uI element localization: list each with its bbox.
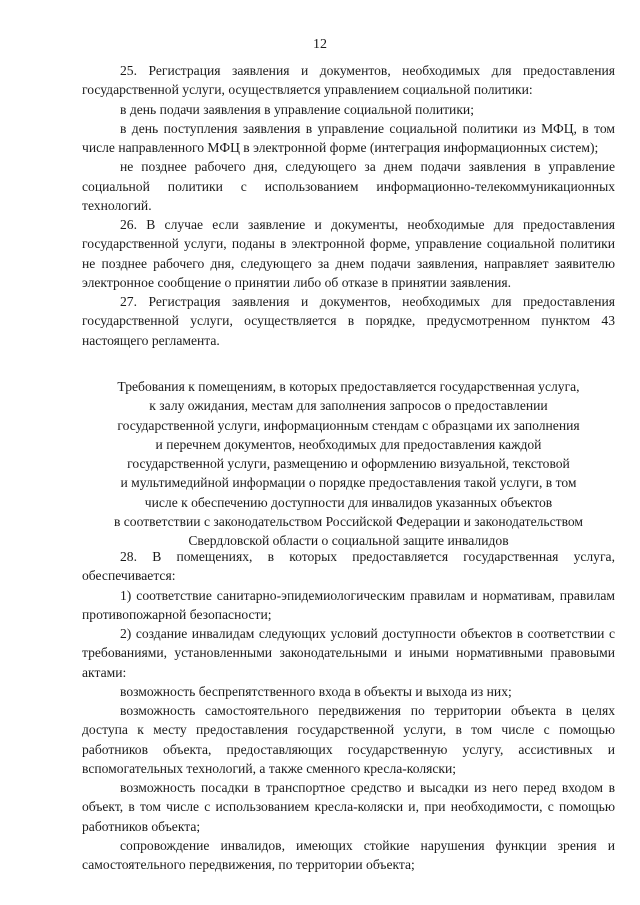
heading-line: государственной услуги, размещению и оформлению визуальной, текстовой: [127, 456, 570, 471]
heading-line: и мультимедийной информации о порядке предоставления такой услуги, в том: [120, 475, 577, 491]
heading-line: Требования к помещениям, в которых предоставляется государственная услуга,: [117, 379, 580, 394]
heading-line: к залу ожидания, местам для заполнения запросов о предоставлении: [149, 398, 548, 414]
accessibility-condition: возможность беспрепятственного входа в объекты и выхода из них;: [120, 683, 512, 699]
paragraph-25: 25. Регистрация заявления и документов, необходимых для предоставления государственной услуги, осуществляется управлением социальной политики:: [82, 63, 615, 98]
accessibility-condition: возможность посадки в транспортное средство и высадки из него перед входом в объект, в том числе с использованием кресла-коляски и, при необходимости, с помощью работников объекта;: [82, 780, 615, 834]
accessibility-condition: сопровождение инвалидов, имеющих стойкие нарушения функции зрения и самостоятельного передвижения, по территории объекта;: [82, 837, 615, 872]
accessibility-condition: возможность самостоятельного передвижения по территории объекта в целях доступа к месту предоставления государственной услуги, в том числе с помощью работников объекта, предоставляющих государственную услугу, ассистивных и вспомогательных технологий, а также сменного кресла-коляски;: [82, 703, 615, 776]
heading-line: государственной услуги, информационным стендам с образцами их заполнения: [117, 417, 580, 433]
paragraph-25-item-2: в день поступления заявления в управление социальной политики из МФЦ, в том числе направленного МФЦ в электронной форме (интеграция информационных систем);: [82, 120, 615, 155]
paragraph-25-item-3: не позднее рабочего дня, следующего за днем подачи заявления в управление социальной политики с использованием информационно-телекоммуникационных технологий.: [82, 159, 615, 213]
paragraph-28-item-1: 1) соответствие санитарно-эпидемиологическим правилам и нормативам, правилам противопожарной безопасности;: [82, 587, 615, 622]
heading-line: в соответствии с законодательством Российской Федерации и законодательством: [113, 513, 584, 529]
paragraph-25-item-1: в день подачи заявления в управление социальной политики;: [120, 101, 474, 117]
section-heading: [82, 377, 615, 550]
paragraph-28: 28. В помещениях, в которых предоставляется государственная услуга, обеспечивается:: [82, 549, 615, 584]
heading-line: числе к обеспечению доступности для инвалидов указанных объектов: [144, 494, 553, 510]
paragraph-26: 26. В случае если заявление и документы, необходимые для предоставления государственной услуги, поданы в электронной форме, управление социальной политики не позднее рабочего дня, следующего за днем подачи заявления, направляет заявителю электронное сообщение о принятии либо об отказе в принятии заявления.: [82, 217, 615, 290]
regulation-paragraph-28: [82, 547, 615, 874]
page-number: 12: [313, 37, 327, 52]
regulation-paragraphs-25-27: [82, 61, 615, 350]
heading-line: Свердловской области о социальной защите инвалидов: [188, 533, 509, 548]
heading-line: и перечнем документов, необходимых для предоставления каждой: [155, 436, 542, 452]
paragraph-28-item-2: 2) создание инвалидам следующих условий доступности объектов в соответствии с требованиями, установленными законодательными и иными нормативными правовыми актами:: [82, 626, 615, 680]
paragraph-27: 27. Регистрация заявления и документов, необходимых для предоставления государственной услуги, осуществляется в порядке, предусмотренном пунктом 43 настоящего регламента.: [82, 294, 615, 348]
